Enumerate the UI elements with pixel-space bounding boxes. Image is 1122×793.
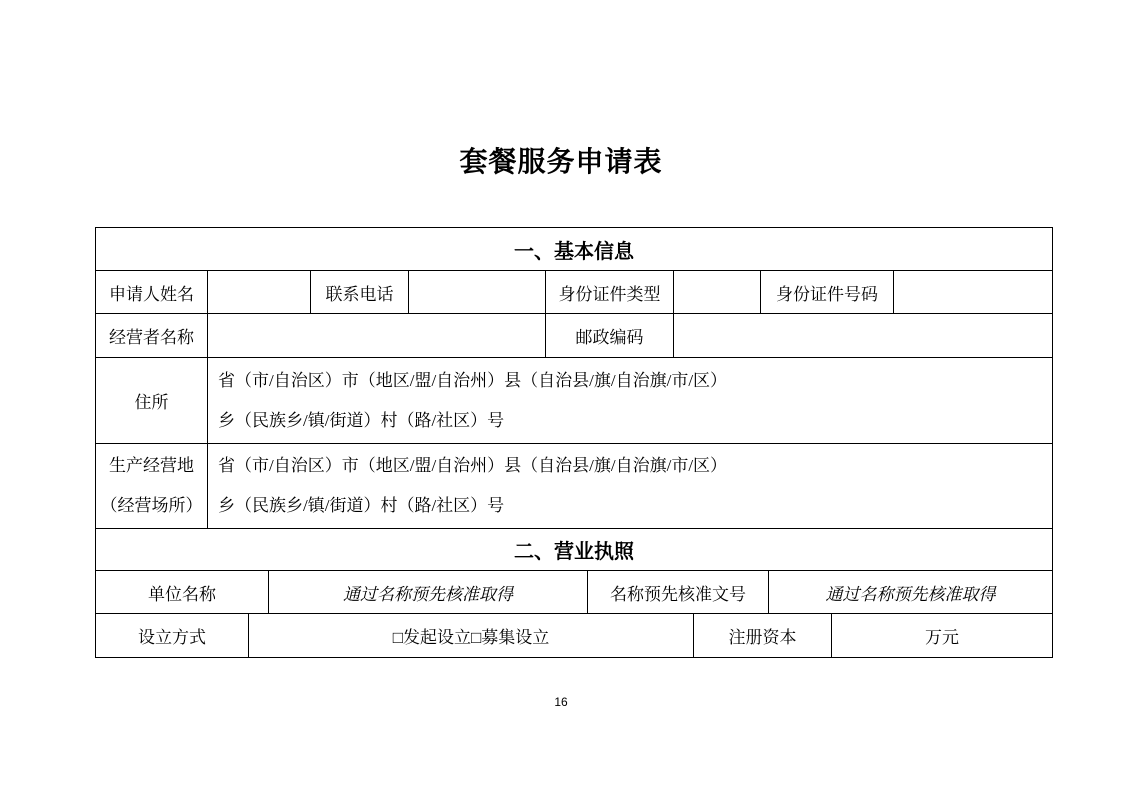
company-name-row — [96, 571, 1052, 614]
premises-label — [96, 444, 208, 528]
operator-name-label: 经营者名称 — [96, 314, 208, 357]
pre-approval-doc-field[interactable]: 通过名称预先核准取得 — [825, 584, 996, 604]
registered-capital-field[interactable]: 万元 — [925, 628, 959, 647]
premises-address-line1: 省（市/自治区）市（地区/盟/自治州）县（自治县/旗/自治旗/市/区） — [218, 456, 728, 475]
residence-label: 住所 — [96, 358, 208, 443]
section-business-license-header: 二、营业执照 — [514, 541, 634, 563]
section-basic-info-header: 一、基本信息 — [514, 240, 634, 263]
operator-row — [96, 314, 1052, 358]
residence-row — [96, 358, 1052, 444]
checkbox-option-initiated[interactable]: □发起设立 — [392, 628, 471, 647]
establishment-mode-label: 设立方式 — [96, 614, 249, 657]
section-business-license-row — [96, 529, 1052, 571]
section-basic-info-row — [96, 228, 1052, 271]
establishment-mode-field — [249, 614, 694, 657]
premises-label-line1: 生产经营地 — [109, 456, 194, 475]
residence-address-line2: 乡（民族乡/镇/街道）村（路/社区）号 — [218, 410, 505, 430]
checkbox-option-raised[interactable]: □募集设立 — [471, 628, 550, 647]
contact-phone-field[interactable] — [409, 271, 546, 313]
postcode-field[interactable] — [674, 314, 1052, 357]
unit-name-label: 单位名称 — [96, 571, 269, 613]
id-number-field[interactable] — [894, 271, 1052, 313]
pre-approval-doc-label: 名称预先核准文号 — [588, 571, 769, 613]
unit-name-field[interactable]: 通过名称预先核准取得 — [269, 571, 588, 613]
registered-capital-label: 注册资本 — [694, 614, 832, 657]
operator-name-field[interactable] — [208, 314, 546, 357]
page-number: 16 — [554, 695, 568, 709]
id-type-field[interactable] — [674, 271, 761, 313]
page-title: 套餐服务申请表 — [459, 146, 663, 177]
premises-label-line2: （经营场所） — [100, 496, 203, 515]
residence-address-field[interactable] — [208, 358, 1052, 443]
applicant-name-label: 申请人姓名 — [96, 271, 208, 313]
application-form-table — [95, 227, 1053, 658]
postcode-label: 邮政编码 — [546, 314, 674, 357]
establishment-row — [96, 614, 1052, 657]
id-number-label: 身份证件号码 — [761, 271, 894, 313]
residence-address-line1: 省（市/自治区）市（地区/盟/自治州）县（自治县/旗/自治旗/市/区） — [218, 370, 728, 390]
contact-phone-label: 联系电话 — [311, 271, 409, 313]
premises-row — [96, 444, 1052, 529]
premises-address-line2: 乡（民族乡/镇/街道）村（路/社区）号 — [218, 496, 505, 515]
applicant-row — [96, 271, 1052, 314]
applicant-name-field[interactable] — [208, 271, 311, 313]
premises-address-field[interactable] — [208, 444, 1052, 528]
id-type-label: 身份证件类型 — [546, 271, 674, 313]
